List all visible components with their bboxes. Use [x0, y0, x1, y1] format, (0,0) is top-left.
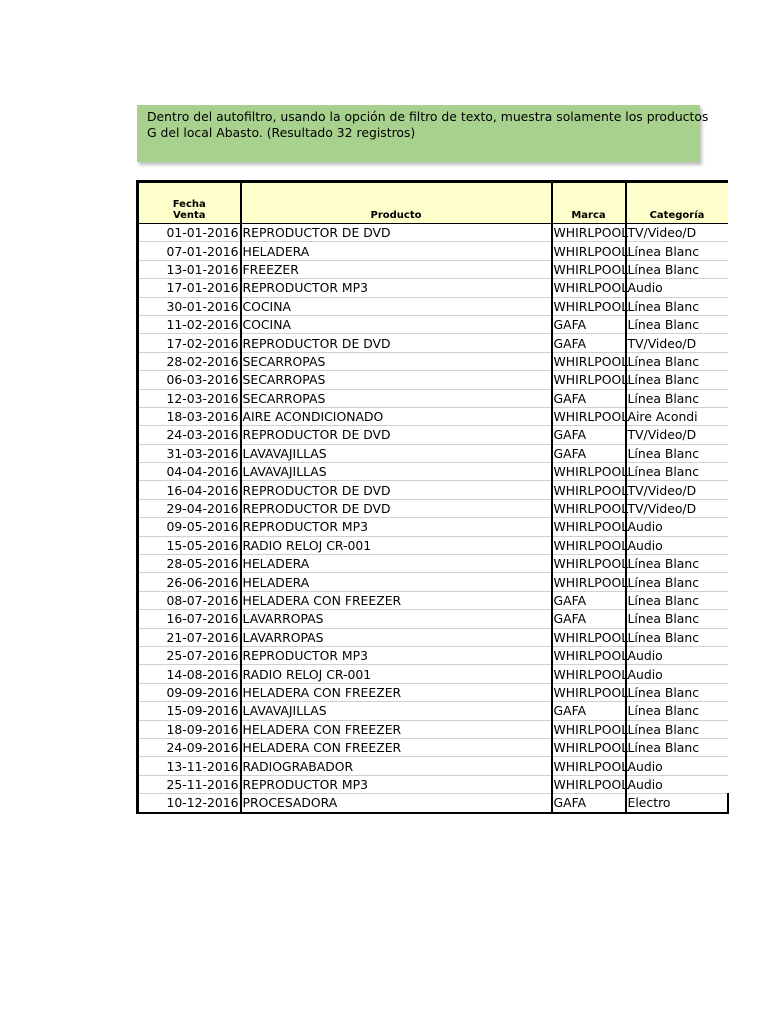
- fecha-cell[interactable]: 25-11-2016: [138, 775, 241, 793]
- table-row: [138, 665, 728, 683]
- table-row: [138, 499, 728, 517]
- table-row: [138, 371, 728, 389]
- marca-cell[interactable]: WHIRLPOOL: [553, 574, 629, 590]
- fecha-cell[interactable]: 24-09-2016: [138, 738, 241, 756]
- table-row: [138, 389, 728, 407]
- fecha-cell[interactable]: 14-08-2016: [138, 665, 241, 683]
- categoria-cell[interactable]: Línea Blanc: [626, 555, 728, 573]
- categoria-cell[interactable]: TV/Video/D: [626, 481, 728, 499]
- fecha-cell[interactable]: 17-02-2016: [138, 334, 241, 352]
- fecha-cell[interactable]: 28-02-2016: [138, 352, 241, 370]
- categoria-cell[interactable]: Audio: [626, 665, 728, 683]
- producto-cell[interactable]: PROCESADORA: [241, 794, 552, 813]
- producto-cell[interactable]: LAVARROPAS: [241, 610, 552, 628]
- marca-cell[interactable]: WHIRLPOOL: [553, 243, 629, 259]
- table-row: [138, 720, 728, 738]
- fecha-cell[interactable]: 16-07-2016: [138, 610, 241, 628]
- sales-table: [136, 180, 729, 814]
- producto-cell[interactable]: HELADERA: [241, 242, 552, 260]
- marca-cell[interactable]: WHIRLPOOL: [553, 353, 629, 369]
- fecha-cell[interactable]: 09-05-2016: [138, 518, 241, 536]
- table-row: [138, 628, 728, 646]
- producto-cell[interactable]: RADIO RELOJ CR-001: [241, 665, 552, 683]
- marca-cell[interactable]: WHIRLPOOL: [553, 501, 629, 517]
- marca-cell[interactable]: GAFA: [552, 334, 626, 352]
- table-row: [138, 775, 728, 793]
- table-row: [138, 224, 728, 242]
- marca-cell[interactable]: WHIRLPOOL: [553, 225, 629, 241]
- marca-cell[interactable]: WHIRLPOOL: [553, 482, 629, 498]
- header-categoria[interactable]: [626, 182, 728, 224]
- fecha-cell[interactable]: 10-12-2016: [138, 794, 241, 813]
- table-row: [138, 444, 728, 462]
- categoria-cell[interactable]: Línea Blanc: [626, 591, 728, 609]
- header-marca-label: Marca: [571, 210, 606, 221]
- table-row: [138, 683, 728, 701]
- table-row: [138, 794, 728, 813]
- categoria-cell[interactable]: Línea Blanc: [626, 352, 728, 370]
- fecha-cell[interactable]: 18-03-2016: [138, 407, 241, 425]
- categoria-cell[interactable]: Línea Blanc: [626, 610, 728, 628]
- categoria-cell[interactable]: Audio: [626, 646, 728, 664]
- sales-table-container: [136, 180, 705, 816]
- fecha-cell[interactable]: 15-09-2016: [138, 702, 241, 720]
- categoria-cell[interactable]: Audio: [626, 536, 728, 554]
- fecha-cell[interactable]: 07-01-2016: [138, 242, 241, 260]
- categoria-cell[interactable]: Línea Blanc: [626, 720, 728, 738]
- producto-cell[interactable]: COCINA: [241, 315, 552, 333]
- producto-cell[interactable]: HELADERA CON FREEZER: [241, 738, 552, 756]
- categoria-cell[interactable]: Audio: [626, 279, 728, 297]
- table-row: [138, 481, 728, 499]
- producto-cell[interactable]: SECARROPAS: [241, 352, 552, 370]
- categoria-cell[interactable]: TV/Video/D: [626, 334, 728, 352]
- table-body: [138, 224, 728, 813]
- producto-cell[interactable]: REPRODUCTOR MP3: [241, 518, 552, 536]
- marca-cell[interactable]: WHIRLPOOL: [553, 776, 629, 792]
- producto-cell[interactable]: FREEZER: [241, 260, 552, 278]
- producto-cell[interactable]: REPRODUCTOR DE DVD: [241, 426, 552, 444]
- marca-cell[interactable]: WHIRLPOOL: [553, 261, 629, 277]
- table-row: [138, 573, 728, 591]
- fecha-cell[interactable]: 16-04-2016: [138, 481, 241, 499]
- table-row: [138, 646, 728, 664]
- producto-cell[interactable]: LAVAVAJILLAS: [241, 702, 552, 720]
- fecha-cell[interactable]: 12-03-2016: [138, 389, 241, 407]
- marca-cell[interactable]: WHIRLPOOL: [553, 629, 629, 645]
- producto-cell[interactable]: RADIO RELOJ CR-001: [241, 536, 552, 554]
- marca-cell[interactable]: WHIRLPOOL: [553, 721, 629, 737]
- header-producto-label: Producto: [370, 210, 422, 221]
- table-row: [138, 260, 728, 278]
- categoria-cell[interactable]: Línea Blanc: [626, 573, 728, 591]
- marca-cell[interactable]: WHIRLPOOL: [553, 280, 629, 296]
- table-row: [138, 297, 728, 315]
- fecha-cell[interactable]: 11-02-2016: [138, 315, 241, 333]
- fecha-cell[interactable]: 24-03-2016: [138, 426, 241, 444]
- fecha-cell[interactable]: 06-03-2016: [138, 371, 241, 389]
- producto-cell[interactable]: SECARROPAS: [241, 371, 552, 389]
- marca-cell[interactable]: WHIRLPOOL: [553, 372, 629, 388]
- producto-cell[interactable]: COCINA: [241, 297, 552, 315]
- marca-cell[interactable]: GAFA: [552, 702, 626, 720]
- marca-cell[interactable]: WHIRLPOOL: [553, 740, 629, 756]
- categoria-cell[interactable]: Audio: [626, 518, 728, 536]
- producto-cell[interactable]: HELADERA CON FREEZER: [241, 591, 552, 609]
- fecha-cell[interactable]: 21-07-2016: [138, 628, 241, 646]
- fecha-cell[interactable]: 15-05-2016: [138, 536, 241, 554]
- producto-cell[interactable]: HELADERA CON FREEZER: [241, 720, 552, 738]
- fecha-cell[interactable]: 09-09-2016: [138, 683, 241, 701]
- fecha-cell[interactable]: 08-07-2016: [138, 591, 241, 609]
- producto-cell[interactable]: REPRODUCTOR DE DVD: [241, 499, 552, 517]
- marca-cell[interactable]: GAFA: [552, 794, 626, 813]
- table-row: [138, 315, 728, 333]
- header-marca[interactable]: [552, 182, 626, 224]
- table-row: [138, 591, 728, 609]
- fecha-cell[interactable]: 28-05-2016: [138, 555, 241, 573]
- marca-cell[interactable]: WHIRLPOOL: [553, 648, 629, 664]
- categoria-cell[interactable]: Línea Blanc: [626, 242, 728, 260]
- marca-cell[interactable]: GAFA: [552, 610, 626, 628]
- producto-cell[interactable]: REPRODUCTOR MP3: [241, 646, 552, 664]
- categoria-cell[interactable]: Línea Blanc: [626, 389, 728, 407]
- marca-cell[interactable]: WHIRLPOOL: [553, 684, 629, 700]
- table-row: [138, 352, 728, 370]
- marca-cell[interactable]: WHIRLPOOL: [553, 758, 629, 774]
- fecha-cell[interactable]: 18-09-2016: [138, 720, 241, 738]
- fecha-cell[interactable]: 30-01-2016: [138, 297, 241, 315]
- marca-cell[interactable]: WHIRLPOOL: [553, 666, 629, 682]
- categoria-cell[interactable]: Aire Acondi: [626, 407, 728, 425]
- marca-cell[interactable]: WHIRLPOOL: [553, 556, 629, 572]
- fecha-cell[interactable]: 25-07-2016: [138, 646, 241, 664]
- categoria-cell[interactable]: Línea Blanc: [626, 628, 728, 646]
- fecha-cell[interactable]: 01-01-2016: [138, 224, 241, 242]
- table-row: [138, 463, 728, 481]
- fecha-cell[interactable]: 26-06-2016: [138, 573, 241, 591]
- header-fecha-venta[interactable]: [138, 182, 241, 224]
- table-row: [138, 426, 728, 444]
- header-categoria-label: Categoría: [649, 210, 705, 221]
- categoria-cell[interactable]: Línea Blanc: [626, 702, 728, 720]
- categoria-cell[interactable]: Línea Blanc: [626, 683, 728, 701]
- marca-cell[interactable]: WHIRLPOOL: [553, 298, 629, 314]
- table-row: [138, 518, 728, 536]
- marca-cell[interactable]: GAFA: [552, 426, 626, 444]
- categoria-cell[interactable]: Electro: [626, 794, 728, 813]
- producto-cell[interactable]: HELADERA: [241, 573, 552, 591]
- header-row: [138, 182, 728, 224]
- categoria-cell[interactable]: Audio: [626, 775, 728, 793]
- table-row: [138, 242, 728, 260]
- table-row: [138, 555, 728, 573]
- table-row: [138, 536, 728, 554]
- categoria-cell[interactable]: Línea Blanc: [626, 444, 728, 462]
- marca-cell[interactable]: WHIRLPOOL: [553, 409, 629, 425]
- table-row: [138, 610, 728, 628]
- fecha-cell[interactable]: 13-01-2016: [138, 260, 241, 278]
- marca-cell[interactable]: GAFA: [552, 591, 626, 609]
- categoria-cell[interactable]: Línea Blanc: [626, 371, 728, 389]
- instruction-note: [137, 105, 713, 162]
- producto-cell[interactable]: HELADERA CON FREEZER: [241, 683, 552, 701]
- categoria-cell[interactable]: TV/Video/D: [626, 224, 728, 242]
- table-row: [138, 738, 728, 756]
- instruction-text: Dentro del autofiltro, usando la opción de filtro de texto, muestra solamente los productos G del local Abasto. (Resultado 32 registros): [147, 109, 713, 140]
- categoria-cell[interactable]: Línea Blanc: [626, 260, 728, 278]
- fecha-cell[interactable]: 13-11-2016: [138, 757, 241, 775]
- producto-cell[interactable]: REPRODUCTOR MP3: [241, 775, 552, 793]
- table-row: [138, 757, 728, 775]
- table-row: [138, 407, 728, 425]
- producto-cell[interactable]: LAVAVAJILLAS: [241, 463, 552, 481]
- categoria-cell[interactable]: Línea Blanc: [626, 297, 728, 315]
- fecha-cell[interactable]: 04-04-2016: [138, 463, 241, 481]
- producto-cell[interactable]: RADIOGRABADOR: [241, 757, 552, 775]
- categoria-cell[interactable]: TV/Video/D: [626, 426, 728, 444]
- marca-cell[interactable]: WHIRLPOOL: [553, 537, 629, 553]
- producto-cell[interactable]: REPRODUCTOR DE DVD: [241, 481, 552, 499]
- producto-cell[interactable]: REPRODUCTOR DE DVD: [241, 224, 552, 242]
- categoria-cell[interactable]: TV/Video/D: [626, 499, 728, 517]
- marca-cell[interactable]: GAFA: [552, 444, 626, 462]
- table-row: [138, 279, 728, 297]
- fecha-cell[interactable]: 29-04-2016: [138, 499, 241, 517]
- table-row: [138, 334, 728, 352]
- producto-cell[interactable]: REPRODUCTOR DE DVD: [241, 334, 552, 352]
- categoria-cell[interactable]: Línea Blanc: [626, 463, 728, 481]
- categoria-cell[interactable]: Línea Blanc: [626, 315, 728, 333]
- marca-cell[interactable]: GAFA: [552, 315, 626, 333]
- table-row: [138, 702, 728, 720]
- fecha-cell[interactable]: 31-03-2016: [138, 444, 241, 462]
- producto-cell[interactable]: LAVARROPAS: [241, 628, 552, 646]
- producto-cell[interactable]: AIRE ACONDICIONADO: [241, 407, 552, 425]
- header-fecha-venta-label: Fecha Venta: [172, 199, 206, 221]
- header-producto[interactable]: [241, 182, 552, 224]
- producto-cell[interactable]: LAVAVAJILLAS: [241, 444, 552, 462]
- categoria-cell[interactable]: Audio: [626, 757, 728, 775]
- producto-cell[interactable]: REPRODUCTOR MP3: [241, 279, 552, 297]
- categoria-cell[interactable]: Línea Blanc: [626, 738, 728, 756]
- producto-cell[interactable]: SECARROPAS: [241, 389, 552, 407]
- marca-cell[interactable]: WHIRLPOOL: [553, 464, 629, 480]
- marca-cell[interactable]: GAFA: [552, 389, 626, 407]
- marca-cell[interactable]: WHIRLPOOL: [553, 519, 629, 535]
- fecha-cell[interactable]: 17-01-2016: [138, 279, 241, 297]
- producto-cell[interactable]: HELADERA: [241, 555, 552, 573]
